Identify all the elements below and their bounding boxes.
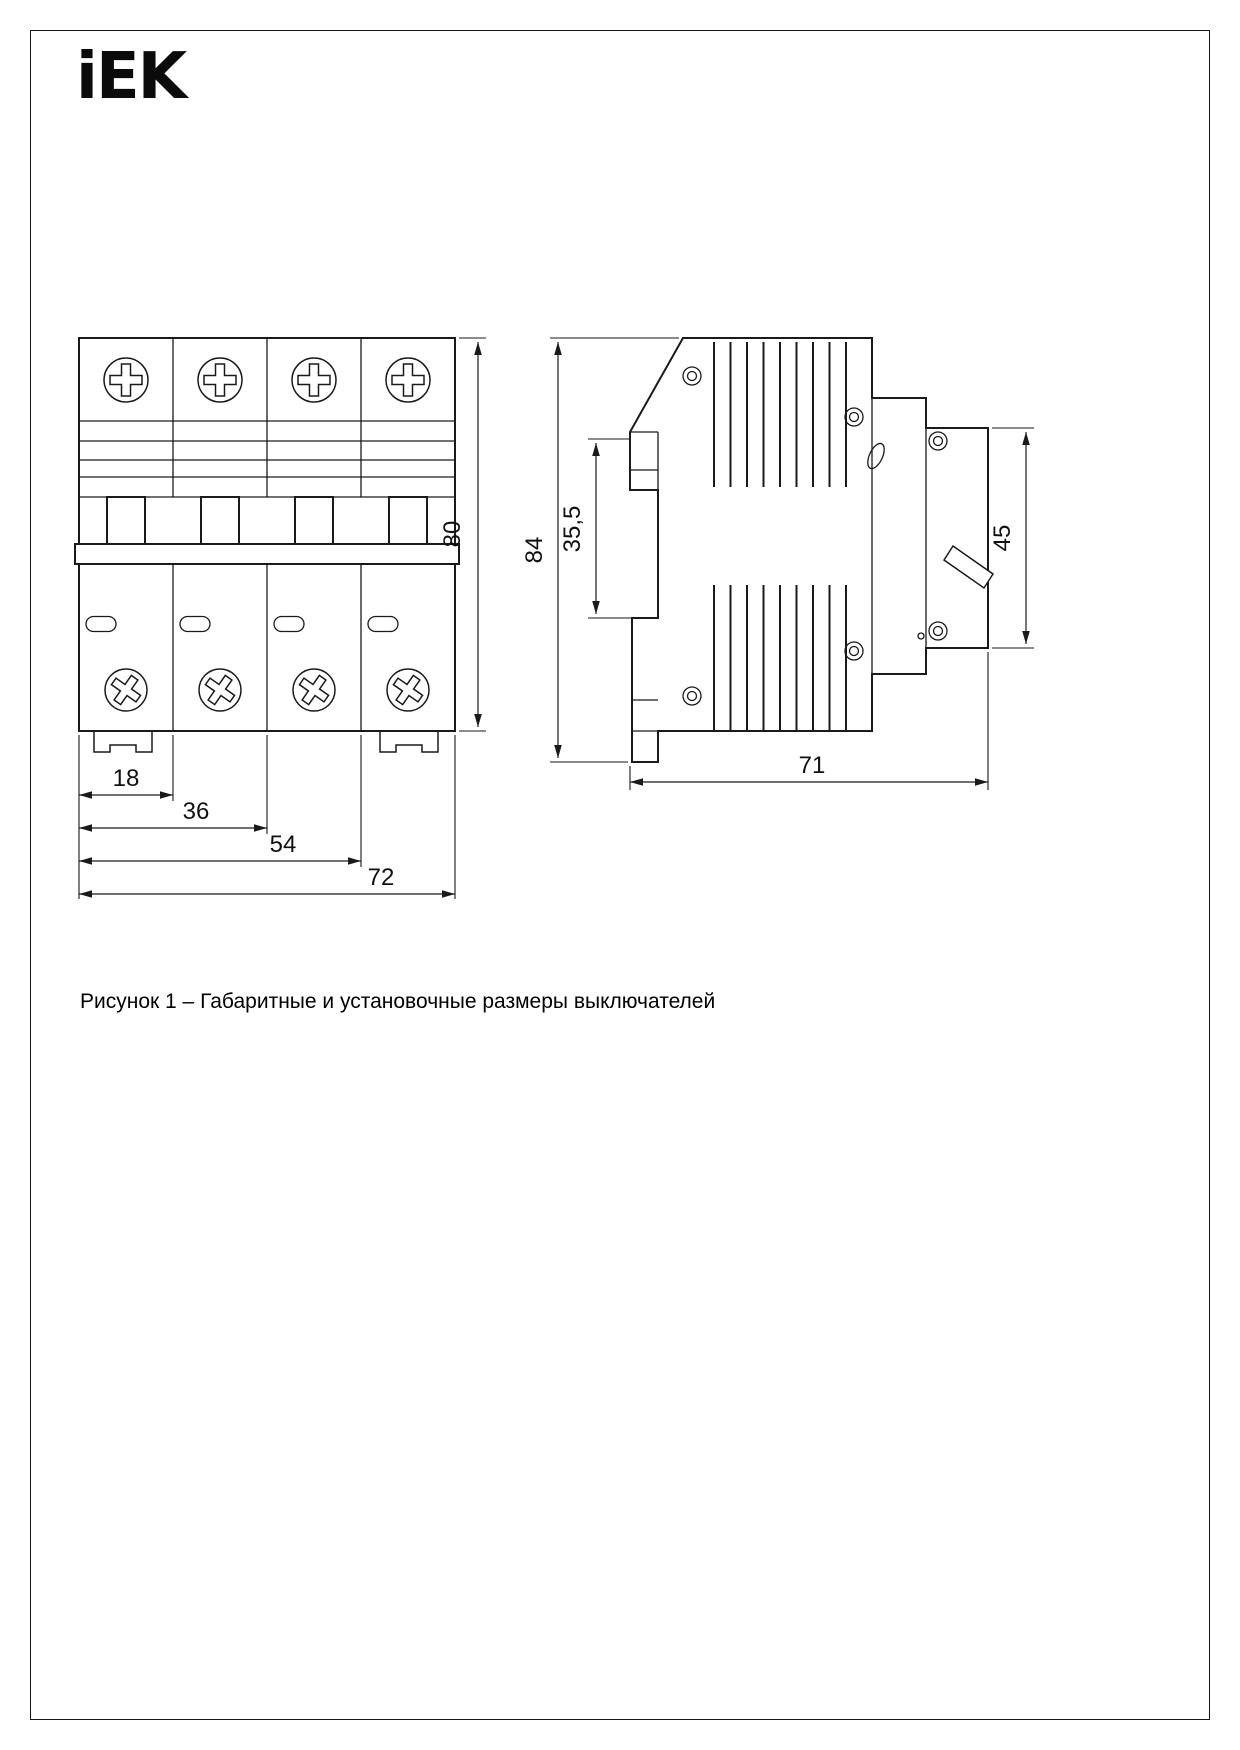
dim-label-45: 45 — [989, 524, 1016, 552]
toggle-crossbar — [75, 544, 459, 564]
front-view-dimensions — [79, 338, 486, 899]
dim-label-18: 18 — [112, 765, 140, 792]
dim-label-72: 72 — [367, 864, 395, 891]
mounting-tabs — [94, 731, 438, 752]
extension-lines-width — [79, 735, 455, 899]
dim-label-80: 80 — [439, 520, 466, 548]
extension-lines-35-5 — [588, 439, 632, 618]
dim-label-36: 36 — [182, 798, 210, 825]
iek-logo: iEK — [76, 40, 186, 114]
dim-label-35-5: 35,5 — [559, 505, 586, 553]
figure-caption: Рисунок 1 – Габаритные и установочные размеры выключателей — [80, 990, 716, 1013]
pole-dividers-top — [173, 338, 361, 497]
label-window-slots — [86, 617, 398, 632]
toggle-handles — [75, 497, 459, 564]
side-view-drawing — [630, 338, 993, 762]
front-view-drawing — [75, 338, 459, 752]
pole-dividers-bottom — [173, 564, 361, 731]
dim-label-84: 84 — [521, 536, 548, 564]
dim-label-71: 71 — [798, 752, 826, 779]
dim-label-54: 54 — [269, 831, 297, 858]
